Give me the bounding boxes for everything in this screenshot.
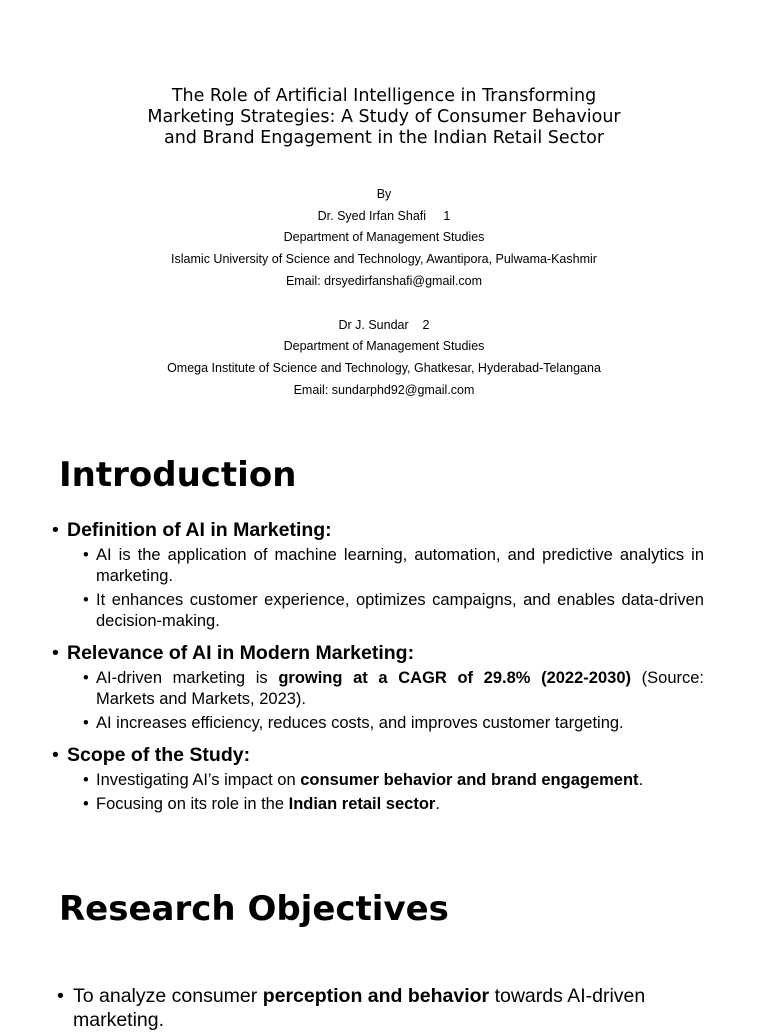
by-label: By (376, 187, 392, 201)
text: Investigating AI’s impact on (96, 771, 301, 789)
spacer (0, 293, 768, 315)
sub-bullet (96, 668, 704, 710)
author1-institution: Islamic University of Science and Technology, Awantipora, Pulwama-Kashmir (171, 252, 597, 267)
text: To analyze consumer (73, 985, 263, 1007)
author2-dept: Department of Management Studies (283, 339, 485, 354)
objective-item (57, 984, 733, 1032)
title-line: The Role of Artificial Intelligence in Transforming (171, 86, 597, 106)
title-line: and Brand Engagement in the Indian Retail Sector (163, 128, 605, 148)
bold-text: perception and behavior (262, 985, 490, 1007)
text: . (638, 771, 644, 789)
text: . (435, 795, 440, 813)
sub-bullet (96, 770, 704, 791)
text: towards AI-driven marketing. (73, 985, 646, 1031)
author2-email: Email: sundarphd92@gmail.com (293, 382, 475, 397)
sub-bullet: • AI increases efficiency, reduces costs, and improves customer targeting. (96, 713, 704, 734)
bold-text: growing at a CAGR of 29.8% (2022-2030) (278, 669, 631, 687)
bold-text: Indian retail sector (288, 795, 436, 813)
bullet-relevance: • Relevance of AI in Modern Marketing: (52, 641, 704, 665)
author2-institution: Omega Institute of Science and Technology, Ghatkesar, Hyderabad-Telangana (167, 360, 601, 375)
author1-dept: Department of Management Studies (283, 230, 485, 245)
title-line: Marketing Strategies: A Study of Consumer Behaviour (147, 107, 621, 127)
intro-heading: Introduction (59, 455, 297, 495)
intro-list (52, 511, 704, 815)
text: (Source: Markets and Markets, 2023). (96, 669, 704, 708)
bullet-definition: • Definition of AI in Marketing: (52, 518, 704, 542)
sub-bullet: • AI is the application of machine learning, automation, and predictive analytics in marketing. (96, 545, 704, 587)
paper-title (0, 86, 768, 149)
bold-text: consumer behavior and brand engagement (300, 771, 639, 789)
author-block (0, 184, 768, 401)
objectives-heading: Research Objectives (59, 889, 449, 929)
text: Focusing on its role in the (96, 795, 289, 813)
bullet-scope: • Scope of the Study: (52, 743, 704, 767)
sub-bullet: • It enhances customer experience, optimizes campaigns, and enables data-driven decision-making. (96, 590, 704, 632)
author1-email: Email: drsyedirfanshafi@gmail.com (285, 273, 483, 288)
author2-name: Dr J. Sundar 2 (338, 317, 430, 332)
author1-name: Dr. Syed Irfan Shafi 1 (317, 208, 451, 223)
text: AI-driven marketing is (96, 669, 279, 687)
sub-bullet (96, 794, 704, 815)
